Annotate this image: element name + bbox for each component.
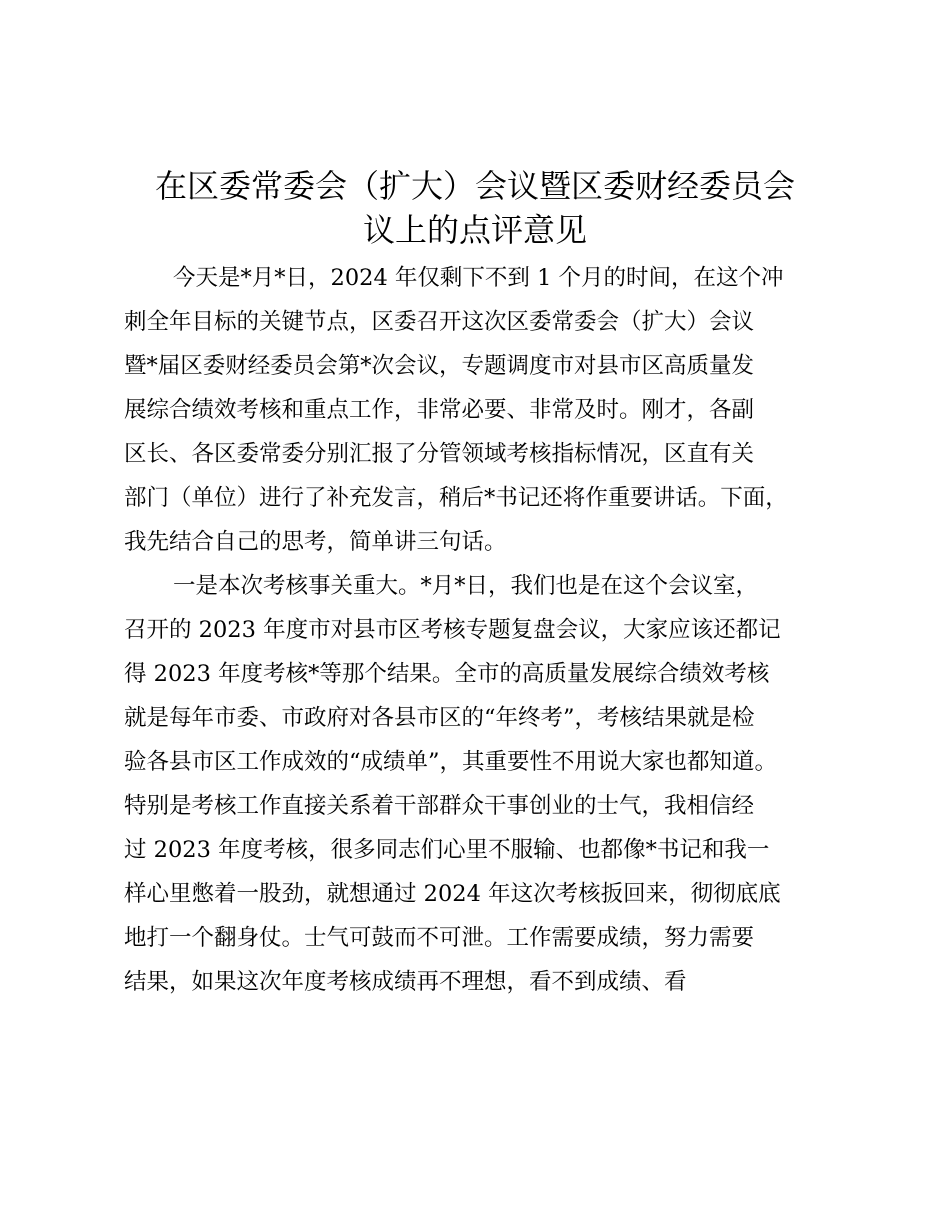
paragraph-2-line-10: 结果，如果这次年度考核成绩再不理想，看不到成绩、看 xyxy=(124,969,687,995)
paragraph-2-line-9: 地打一个翻身仗。士气可鼓而不可泄。工作需要成绩，努力需要 xyxy=(124,925,755,951)
paragraph-2-line-5: 验各县市区工作成效的“成绩单”，其重要性不用说大家也都知道。 xyxy=(124,749,778,775)
paragraph-1-line-7: 我先结合自己的思考，简单讲三句话。 xyxy=(124,529,507,555)
paragraph-2-line-8: 样心里憋着一股劲，就想通过 2024 年这次考核扳回来，彻彻底底 xyxy=(124,881,781,907)
paragraph-2-line-6: 特别是考核工作直接关系着干部群众干事创业的士气，我相信经 xyxy=(124,793,755,819)
paragraph-1-line-1: 今天是*月*日，2024 年仅剩下不到 1 个月的时间，在这个冲 xyxy=(173,265,784,291)
document-title-line-2: 议上的点评意见 xyxy=(362,211,587,249)
paragraph-2-line-4: 就是每年市委、市政府对各县市区的“年终考”，考核结果就是检 xyxy=(124,705,755,731)
paragraph-2-line-2: 召开的 2023 年度市对县市区考核专题复盘会议，大家应该还都记 xyxy=(124,617,781,643)
document-body xyxy=(124,256,844,1004)
paragraph-2-line-7: 过 2023 年度考核，很多同志们心里不服输、也都像*书记和我一 xyxy=(124,837,770,863)
paragraph-1-line-4: 展综合绩效考核和重点工作，非常必要、非常及时。刚才，各副 xyxy=(124,397,755,423)
paragraph-1-line-2: 刺全年目标的关键节点，区委召开这次区委常委会（扩大）会议 xyxy=(124,309,755,335)
paragraph-2-line-1: 一是本次考核事关重大。*月*日，我们也是在这个会议室， xyxy=(173,573,759,599)
paragraph-1-line-3: 暨*届区委财经委员会第*次会议，专题调度市对县市区高质量发 xyxy=(124,353,755,379)
paragraph-1-line-5: 区长、各区委常委分别汇报了分管领域考核指标情况，区直有关 xyxy=(124,441,755,467)
paragraph-1-line-6: 部门（单位）进行了补充发言，稍后*书记还将作重要讲话。下面， xyxy=(124,485,788,511)
document-title-line-1: 在区委常委会（扩大）会议暨区委财经委员会 xyxy=(154,167,795,205)
paragraph-2-line-3: 得 2023 年度考核*等那个结果。全市的高质量发展综合绩效考核 xyxy=(124,661,770,687)
